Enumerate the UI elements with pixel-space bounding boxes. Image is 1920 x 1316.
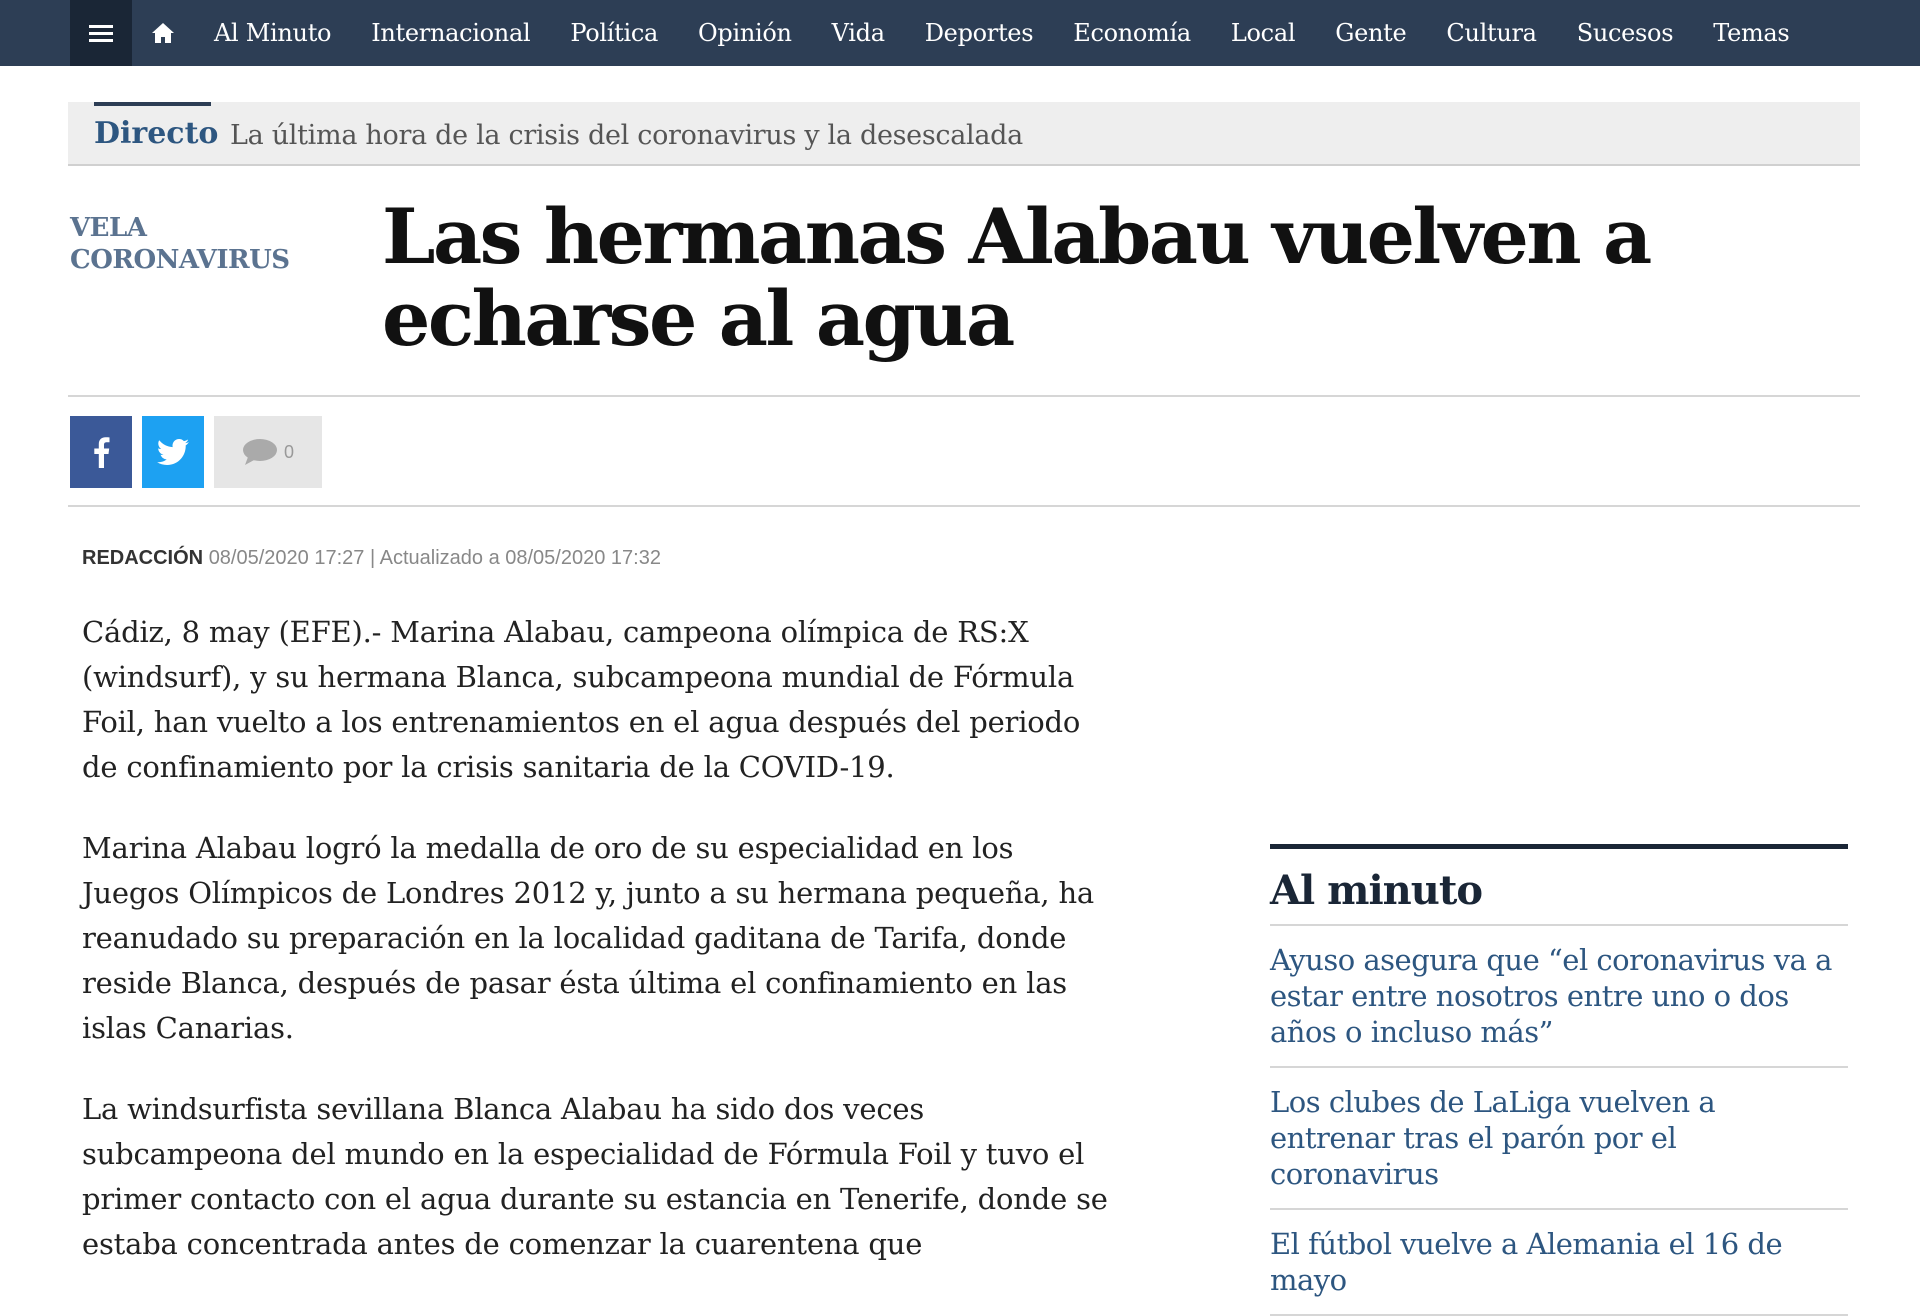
nav-link-temas[interactable]: Temas [1713,19,1790,47]
comment-bubble-icon [242,438,278,466]
home-icon [151,22,175,44]
nav-link-economia[interactable]: Economía [1073,19,1191,47]
live-banner-accent [94,102,211,106]
nav-link-sucesos[interactable]: Sucesos [1576,19,1674,47]
byline-published: 08/05/2020 17:27 [208,547,365,569]
twitter-icon [157,439,189,465]
nav-link-cultura[interactable]: Cultura [1446,19,1537,47]
twitter-share-button[interactable] [142,416,204,488]
sidebar-title: Al minuto [1270,849,1848,926]
nav-link-vida[interactable]: Vida [831,19,885,47]
sidebar-headline-link[interactable]: Los clubes de LaLiga vuelven a entrenar tras el parón por el coronavirus [1270,1085,1716,1191]
article-paragraph: Cádiz, 8 may (EFE).- Marina Alabau, campeona olímpica de RS:X (windsurf), y su hermana Blanca, subcampeona mundial de Fórmula Foil, han vuelto a los entrenamientos en el agua después del periodo de confinamiento por la crisis sanitaria de la COVID-19. [82,615,1081,784]
home-button[interactable] [132,0,194,66]
sidebar-list [1270,926,1848,1316]
share-bar [70,416,322,488]
sidebar-headline-link[interactable]: Ayuso asegura que “el coronavirus va a estar entre nosotros entre uno o dos años o incluso más” [1270,943,1832,1049]
byline-updated: Actualizado a 08/05/2020 17:32 [379,547,661,569]
top-navigation [0,0,1920,66]
nav-inner [70,0,1809,66]
live-banner [68,102,1860,166]
divider [68,505,1860,507]
nav-link-deportes[interactable]: Deportes [924,19,1034,47]
comments-button[interactable] [214,416,322,488]
byline [82,547,661,570]
tag-coronavirus[interactable]: CORONAVIRUS [70,245,290,275]
nav-links [194,0,1809,66]
byline-author: REDACCIÓN [82,547,204,569]
hamburger-icon [89,23,113,43]
nav-link-local[interactable]: Local [1230,19,1296,47]
article-headline: Las hermanas Alabau vuelven a echarse al agua [382,192,1650,363]
nav-link-al-minuto[interactable]: Al Minuto [214,19,332,47]
article-paragraph: La windsurfista sevillana Blanca Alabau ha sido dos veces subcampeona del mundo en la especialidad de Fórmula Foil y tuvo el primer contacto con el agua durante su estancia en Tenerife, donde se estaba concentrada antes de comenzar la cuarentena que [82,1092,1108,1261]
live-link[interactable]: La última hora de la crisis del coronavirus y la desescalada [230,120,1023,151]
divider [68,395,1860,397]
tag-vela[interactable]: VELA [70,213,147,243]
nav-link-politica[interactable]: Política [570,19,658,47]
menu-button[interactable] [70,0,132,66]
live-label: Directo [94,116,219,151]
byline-separator: | [369,547,376,569]
sidebar-headline-link[interactable]: El fútbol vuelve a Alemania el 16 de mayo [1270,1227,1783,1297]
article-body [82,610,1112,1303]
nav-link-internacional[interactable]: Internacional [371,19,531,47]
sidebar-list-item [1270,926,1848,1068]
facebook-icon [92,436,110,468]
comment-count: 0 [283,441,294,462]
article-paragraph: Marina Alabau logró la medalla de oro de su especialidad en los Juegos Olímpicos de Londres 2012 y, junto a su hermana pequeña, ha reanudado su preparación en la localidad gaditana de Tarifa, donde reside Blanca, después de pasar ésta última el confinamiento en las islas Canarias. [82,831,1095,1045]
al-minuto-sidebar [1270,844,1848,1316]
nav-link-opinion[interactable]: Opinión [698,19,792,47]
nav-link-gente[interactable]: Gente [1335,19,1407,47]
article-tags [70,212,290,276]
facebook-share-button[interactable] [70,416,132,488]
sidebar-list-item [1270,1210,1848,1316]
sidebar-list-item [1270,1068,1848,1210]
